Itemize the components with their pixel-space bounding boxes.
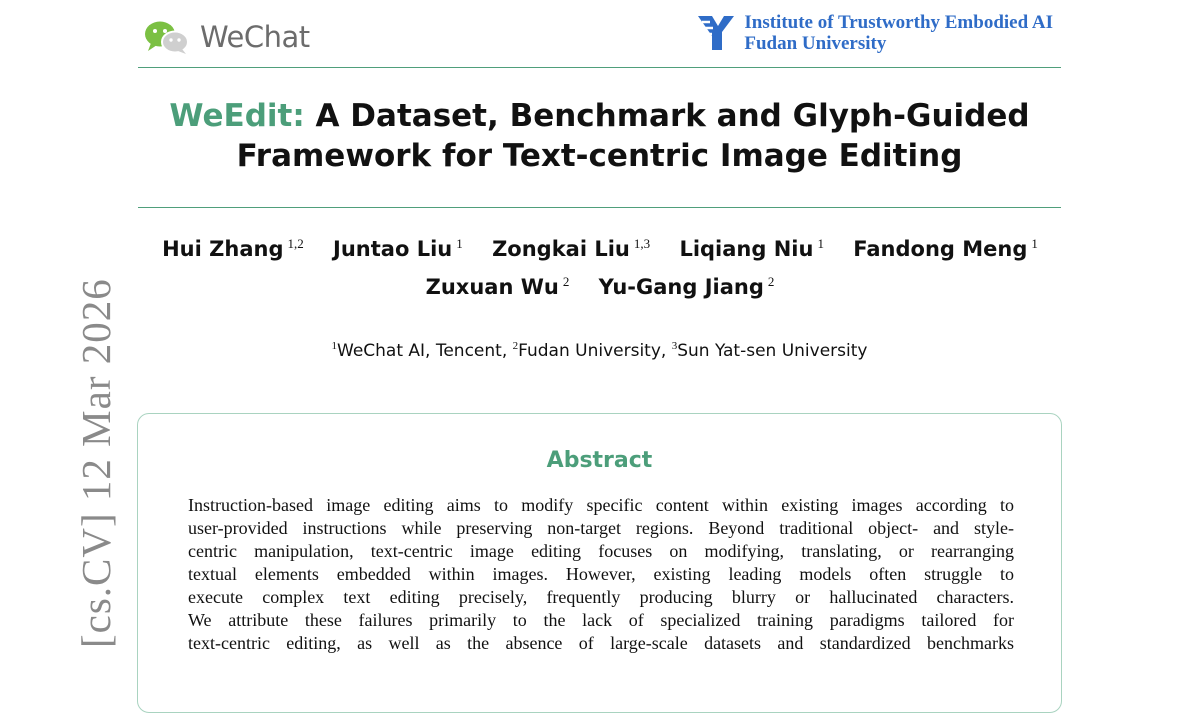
- affiliation: WeChat AI, Tencent,: [337, 341, 508, 361]
- title-divider: [138, 207, 1061, 208]
- author: Zongkai Liu $^{1,3}$: [492, 236, 651, 261]
- paper-title: [138, 96, 1061, 176]
- abstract-heading: Abstract: [546, 448, 653, 473]
- header-divider: [138, 67, 1061, 68]
- title-accent: WeEdit:: [169, 98, 305, 134]
- author: Juntao Liu $^1$: [333, 236, 463, 261]
- abstract-line: user-provided instructions while preserving non-target regions. Beyond traditional object- and style-: [188, 518, 1014, 538]
- affiliation: Sun Yat-sen University: [677, 341, 868, 361]
- abstract-body: [188, 494, 1014, 655]
- institute-emblem-icon: [696, 14, 736, 52]
- author-row-2: [120, 274, 1080, 299]
- affiliation: Fudan University,: [518, 341, 667, 361]
- abstract-line: execute complex text editing precisely, frequently producing blurry or hallucinated characters.: [188, 587, 1014, 607]
- arxiv-stamp-text: [cs.CV] 12 Mar 2026: [73, 278, 119, 648]
- author: Liqiang Niu $^1$: [679, 236, 824, 261]
- abstract-line: We attribute these failures primarily to the lack of specialized training paradigms tailored for: [188, 610, 1014, 630]
- abstract-line: textual elements embedded within images. However, existing leading models often struggle to: [188, 564, 1014, 584]
- institute-name: Institute of Trustworthy Embodied AI: [744, 12, 1053, 33]
- university-name: Fudan University: [744, 33, 887, 54]
- wechat-icon: [144, 20, 190, 54]
- wechat-wordmark: WeChat: [200, 20, 310, 54]
- title-line2: Framework for Text-centric Image Editing: [236, 138, 963, 174]
- abstract-box: [137, 413, 1062, 713]
- affiliations: $^1$WeChat AI, Tencent, $^2$Fudan University, $^3$Sun Yat-sen University: [331, 340, 868, 361]
- author: Fandong Meng $^1$: [853, 236, 1038, 261]
- abstract-line: text-centric editing, as well as the absence of large-scale datasets and standardized benchmarks: [188, 633, 1014, 653]
- author: Zuxuan Wu $^2$: [425, 274, 570, 299]
- institute-logo: [696, 12, 1053, 54]
- title-line1: A Dataset, Benchmark and Glyph-Guided: [304, 98, 1030, 134]
- abstract-line: centric manipulation, text-centric image editing focuses on modifying, translating, or rearranging: [188, 541, 1014, 561]
- abstract-line: Instruction-based image editing aims to modify specific content within existing images according to: [188, 495, 1014, 515]
- author: Yu-Gang Jiang $^2$: [598, 274, 775, 299]
- page-header: [138, 8, 1061, 66]
- arxiv-side-stamp: [12, 0, 119, 648]
- wechat-logo: [144, 20, 310, 54]
- author-row-1: [120, 236, 1080, 261]
- author: Hui Zhang $^{1,2}$: [162, 236, 304, 261]
